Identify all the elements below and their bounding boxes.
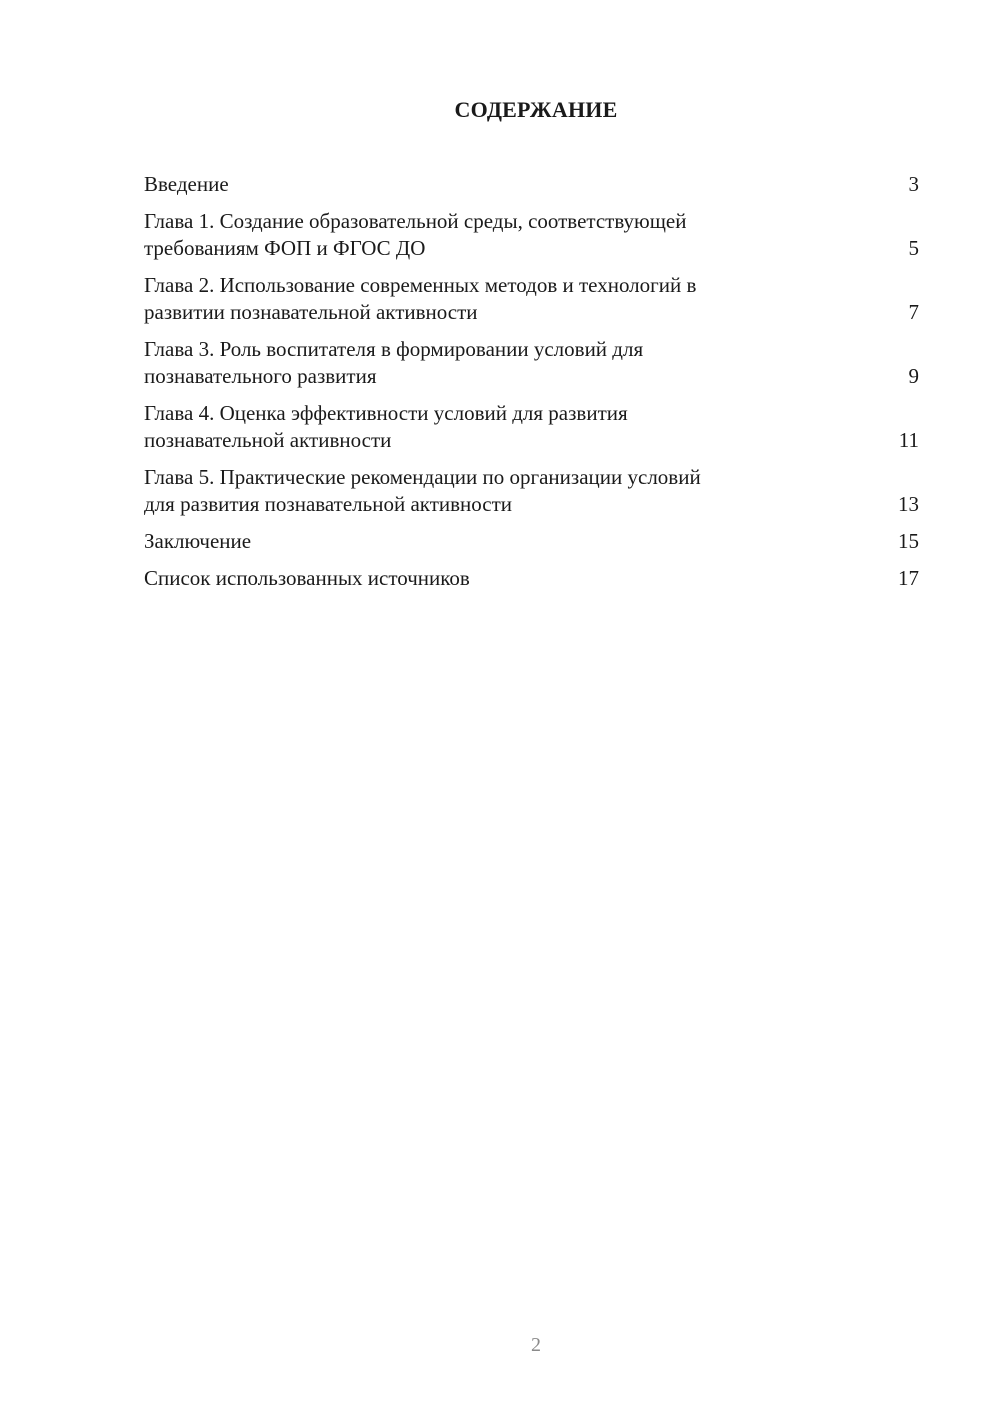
toc-entry-text <box>144 528 864 555</box>
toc-entry-line: развитии познавательной активности <box>144 300 478 324</box>
toc-entry-text <box>144 171 864 198</box>
toc-entry-text <box>144 400 864 454</box>
page-number: 2 <box>531 1334 541 1356</box>
toc-page-number: 5 <box>908 236 919 260</box>
toc-entry-line: Введение <box>144 172 229 196</box>
toc-page-number: 17 <box>898 566 919 590</box>
toc-page-number: 15 <box>898 529 919 553</box>
toc-entry-text <box>144 272 864 326</box>
toc-entry-line: Заключение <box>144 529 252 553</box>
toc-entry-text <box>144 565 864 592</box>
toc-entry-conclusion <box>144 528 919 555</box>
toc-entry-line: Глава 1. Создание образовательной среды, соответствующей <box>144 209 687 233</box>
table-of-contents <box>144 171 919 602</box>
toc-entry-line: познавательного развития <box>144 364 377 388</box>
toc-entry-line: требованиям ФОП и ФГОС ДО <box>144 236 426 260</box>
toc-entry-chapter-1 <box>144 208 919 262</box>
toc-entry-chapter-5 <box>144 464 919 518</box>
toc-page-number: 3 <box>908 172 919 196</box>
toc-entry-references <box>144 565 919 592</box>
toc-entry-line: познавательной активности <box>144 428 392 452</box>
toc-entry-line: Глава 5. Практические рекомендации по организации условий <box>144 465 701 489</box>
toc-entry-text <box>144 464 864 518</box>
page-title: СОДЕРЖАНИЕ <box>454 97 618 122</box>
toc-entry-line: для развития познавательной активности <box>144 492 513 516</box>
toc-entry-line: Глава 3. Роль воспитателя в формировании условий для <box>144 337 644 361</box>
toc-entry-text <box>144 336 864 390</box>
toc-entry-line: Список использованных источников <box>144 566 470 590</box>
toc-entry-line: Глава 4. Оценка эффективности условий для развития <box>144 401 628 425</box>
toc-entry-introduction <box>144 171 919 198</box>
toc-entry-line: Глава 2. Использование современных методов и технологий в <box>144 273 697 297</box>
toc-page-number: 13 <box>898 492 919 516</box>
toc-entry-chapter-4 <box>144 400 919 454</box>
toc-entry-chapter-2 <box>144 272 919 326</box>
toc-entry-text <box>144 208 864 262</box>
toc-entry-chapter-3 <box>144 336 919 390</box>
toc-page-number: 7 <box>908 300 919 324</box>
toc-page-number: 9 <box>908 364 919 388</box>
toc-page-number: 11 <box>898 428 919 452</box>
